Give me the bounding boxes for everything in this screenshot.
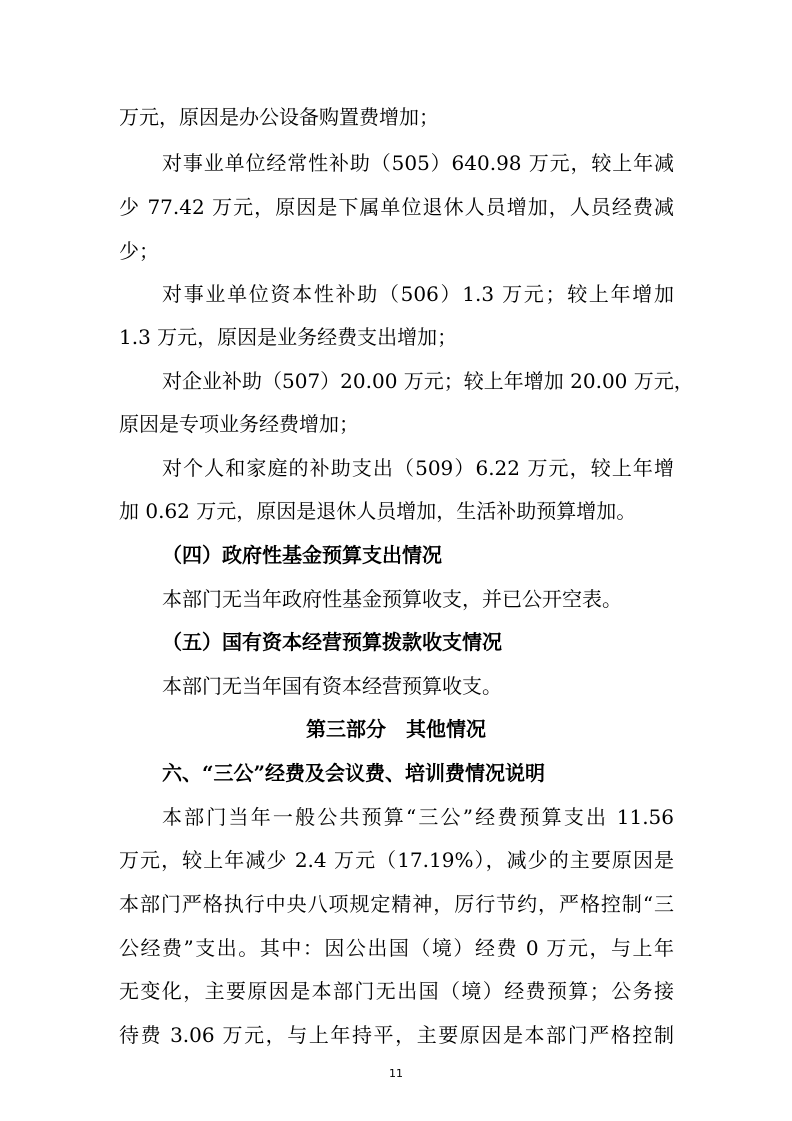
- paragraph-line: 无变化，主要原因是本部门无出国（境）经费预算；公务接: [119, 979, 674, 1003]
- paragraph-line: 本部门当年一般公共预算“三公”经费预算支出 11.56: [162, 805, 674, 829]
- paragraph-line: 对企业补助（507）20.00 万元；较上年增加 20.00 万元，: [162, 369, 694, 393]
- page-number: 11: [389, 1067, 403, 1080]
- paragraph-line: 少；: [119, 239, 159, 263]
- paragraph-line: 万元，原因是办公设备购置费增加；: [119, 105, 439, 129]
- paragraph-line: 公经费”支出。其中：因公出国（境）经费 0 万元，与上年: [119, 936, 674, 960]
- paragraph-line: 本部门严格执行中央八项规定精神，厉行节约，严格控制“三: [119, 892, 674, 916]
- section-heading: （五）国有资本经营预算拨款收支情况: [162, 630, 502, 654]
- paragraph-line: 加 0.62 万元，原因是退休人员增加，生活补助预算增加。: [119, 499, 637, 523]
- paragraph-line: 少 77.42 万元，原因是下属单位退休人员增加，人员经费减: [119, 195, 674, 219]
- paragraph-line: 待费 3.06 万元，与上年持平，主要原因是本部门严格控制: [119, 1023, 674, 1047]
- paragraph-line: 对事业单位资本性补助（506）1.3 万元；较上年增加: [162, 282, 674, 306]
- section-heading: （四）政府性基金预算支出情况: [162, 543, 442, 567]
- paragraph-line: 对事业单位经常性补助（505）640.98 万元，较上年减: [162, 151, 674, 175]
- paragraph-line: 本部门无当年国有资本经营预算收支。: [162, 674, 502, 698]
- paragraph-line: 对个人和家庭的补助支出（509）6.22 万元，较上年增: [162, 456, 674, 480]
- paragraph-line: 原因是专项业务经费增加；: [119, 412, 359, 436]
- paragraph-line: 1.3 万元，原因是业务经费支出增加；: [119, 325, 458, 349]
- part-title: 第三部分 其他情况: [306, 717, 486, 741]
- paragraph-line: 万元，较上年减少 2.4 万元（17.19%），减少的主要原因是: [119, 848, 674, 872]
- paragraph-line: 本部门无当年政府性基金预算收支，并已公开空表。: [162, 587, 622, 611]
- section-heading: 六、“三公”经费及会议费、培训费情况说明: [162, 761, 546, 785]
